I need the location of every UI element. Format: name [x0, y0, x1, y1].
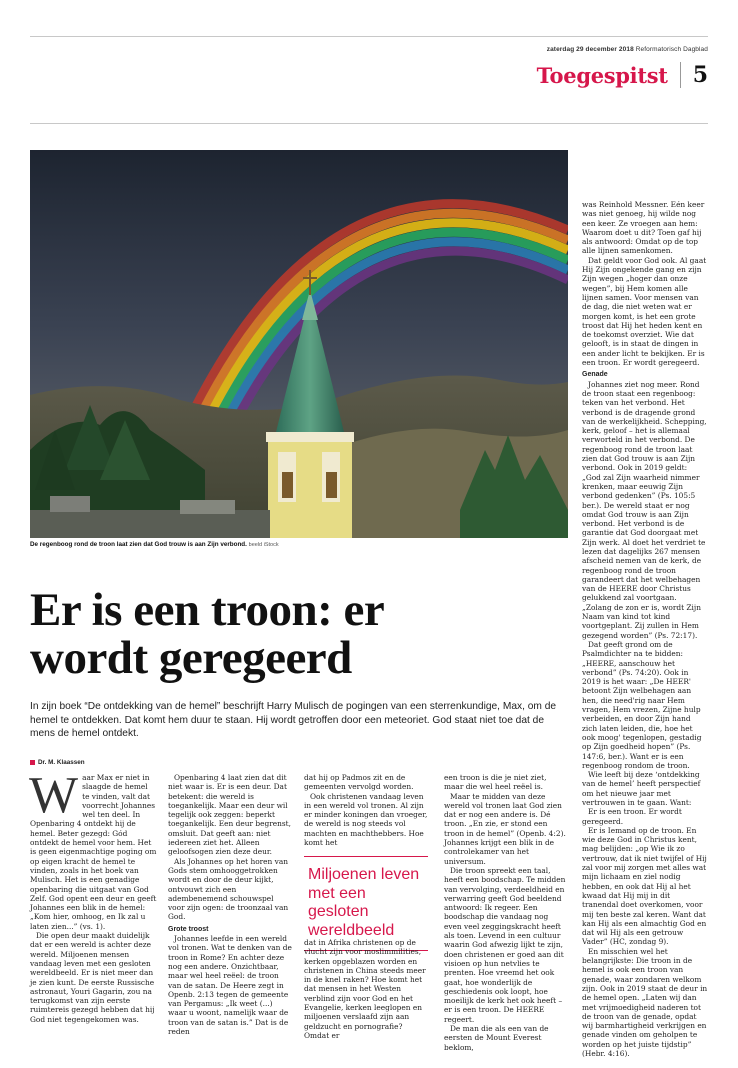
- column-4: [444, 773, 568, 1052]
- section-header: [537, 62, 708, 88]
- top-rule: [30, 36, 708, 37]
- dateline: [547, 46, 708, 53]
- headline: [30, 586, 570, 682]
- section-title: Toegespitst: [536, 62, 668, 88]
- photo-credit: beeld iStock: [248, 542, 279, 548]
- paragraph: En misschien wel het belangrijkste: Die troon in de hemel is ook een troon van genade, waar zondaren welkom zijn. Ook in 2019 staat de deur in de hemel open. „Laten wij dan met vrijmoedigheid naderen tot de troon van de genade, opdat wij barmhartigheid verkrijgen en genade vinden om geholpen te worden op het juiste tijdstip” (Hebr. 4:16).: [582, 946, 708, 1059]
- author-name: Dr. M. Klaassen: [38, 759, 85, 766]
- paragraph: dat hij op Padmos zit en de gemeenten vervolgd worden.: [304, 773, 414, 792]
- article-intro: In zijn boek “De ontdekking van de hemel” beschrijft Harry Mulisch de pogingen van een sterrenkundige, Max, om de hemel te ontdekken. Dat komt hem duur te staan. Hij wordt getroffen door een meteoriet. God staat niet toe dat de mens de hemel ontdekt.: [30, 701, 557, 740]
- pull-quote: [304, 856, 428, 951]
- paragraph: De man die als een van de eersten de Mount Everest beklom,: [444, 1024, 549, 1052]
- rainbow-church-photo: [30, 150, 568, 538]
- issue-date: zaterdag 29 december 2018: [546, 46, 634, 53]
- column-3-top: [304, 773, 428, 847]
- paragraph: was Reinhold Messner. Eén keer was niet genoeg, hij wilde nog een keer. Ze vroegen aan hem: Waarom doet u dit? Toen gaf hij als antwoord: Omdat op de top alle lijnen samenkomen.: [582, 200, 705, 256]
- column-3-bottom: [304, 938, 428, 1040]
- column-2: [168, 773, 292, 1036]
- publication-name: Reformatorisch Dagblad: [635, 46, 708, 53]
- pull-quote-text: Miljoenen leven met een gesloten wereldbeeld: [308, 866, 420, 939]
- headline-line-1: Er is een troon: er: [30, 584, 385, 636]
- paragraph: dat in Afrika christenen op de vlucht zijn voor moslimmilities, kerken opgeblazen worden en christenen in China steeds meer in de knel raken? Hoe komt het dat mensen in het Westen verblind zijn voor God en het Evangelie, kerken leeglopen en miljoenen verslaafd zijn aan geldzucht en pornografie? Omdat er: [304, 938, 426, 1040]
- photo-caption: [30, 541, 568, 548]
- paragraph: Er is een troon. Er wordt geregeerd.: [582, 807, 682, 826]
- paragraph: Johannes ziet nog meer. Rond de troon staat een regenboog: teken van het verbond. Het verbond is de dragende grond van de werkelijkheid. Schepping, kerk, geloof – het is allemaal verworteld in het verbond. De regenboog rond de troon laat zien dat God trouw is aan Zijn verbond. Ook in 2019 geldt: „God zal Zijn waarheid nimmer krenken, maar eeuwig Zijn verbond gedenken” (Ps. 105:5 ber.). De wereld staat er nog omdat God trouw is aan Zijn verbond. Het verbond is de garantie dat God doorgaat met Zijn werk. Al doet het verdriet te lezen dat dagelijks 267 mensen afscheid nemen van de kerk, de regenboog rond de troon garandeert dat het welbehagen van de HEERE door Christus gelukkend zal voortgaan. „Zolang de zon er is, wordt Zijn Naam van kind tot kind voortgeplant. Zij zullen in Hem gezegend worden” (Ps. 72:17).: [582, 379, 707, 640]
- column-1: [29, 767, 157, 1024]
- paragraph: Dat geldt voor God ook. Al gaat Hij Zijn ongekende gang en zijn Zijn wegen „hoger dan onze wegen”, bij Hem komen alle lijnen samen. Voor mensen van de dag, die niet weten wat er morgen komt, is het een grote troost dat Hij het heden kent en de toekomst overziet. Wie dat gelooft, is in staat de dingen in een ander licht te bekijken. Er is een troon. Er wordt geregeerd.: [582, 255, 707, 368]
- paragraph: Die troon spreekt een taal, heeft een boodschap. Te midden van vervolging, verdeeldheid en verwarring geeft God beeldend antwoord: Ik regeer. Een boodschap die vandaag nog even veel zeggingskracht heeft als toen. Levend in een cultuur waarin God afwezig lijkt te zijn, doen christenen er goed aan dit visioen op hun netvlies te prenten. Hoe vreemd het ook gaat, hoe wonderlijk de geschiedenis ook loopt, hoe moeilijk de kerk het ook heeft – er is een troon. De HEERE regeert.: [444, 865, 566, 1024]
- paragraph: Maar te midden van deze wereld vol tronen laat God zien dat er nog een andere is. Dé troon. „En zie, er stond een troon in de hemel” (Openb. 4:2). Johannes krijgt een blik in de controlekamer van het universum.: [444, 791, 566, 866]
- paragraph: een troon is die je niet ziet, maar die wel heel reëel is.: [444, 773, 547, 792]
- column-5: [582, 200, 708, 1058]
- paragraph: Er is Iemand op de troon. En wie deze God in Christus kent, mag belijden: „op Wie ik zo vertrouw, dat ik niet twijfel of Hij zal voor mij zorgen met alles wat mijn lichaam en ziel nodig hebben, en ook dat Hij al het kwaad dat Hij mij in dit tranendal doet overkomen, voor mij ten beste zal keren. Want dat kan Hij als een almachtig God en dat wil Hij als een getrouw Vader” (HC, zondag 9).: [582, 825, 707, 947]
- paragraph: Als Johannes op het horen van Gods stem omhooggetrokken wordt en door de deur kijkt, ontvouwt zich een adembenemend schouwspel voor zijn ogen: de troonzaal van God.: [168, 856, 289, 922]
- paragraph: Ook christenen vandaag leven in een wereld vol tronen. Al zijn er minder koningen dan vroeger, de wereld is nog steeds vol machten en machthebbers. Hoe komt het: [304, 791, 428, 848]
- paragraph: Johannes leefde in een wereld vol tronen. Wat te denken van de troon in Rome? En achter deze nog een andere. Onzichtbaar, maar wel heel reëel: de troon van de satan. De Heere zegt in Openb. 2:13 tegen de gemeente van Pergamus: „Ik weet (...) waar u woont, namelijk waar de troon van de satan is.” Dat is de reden: [168, 934, 292, 1037]
- headline-line-2: wordt geregeerd: [30, 632, 352, 684]
- subheading: Grote troost: [168, 925, 209, 933]
- paragraph: Die open deur maakt duidelijk dat er een wereld is achter deze wereld. Miljoenen mensen vandaag leven met een gesloten wereldbeeld. Er is niet meer dan je zien kunt. De eerste Russische astronaut, Youri Gagarin, zou na terugkomst van zijn eerste ruimtereis gezegd hebben dat hij God niet tegengekomen was.: [30, 931, 155, 1024]
- section-divider: [680, 62, 681, 88]
- paragraph: Openbaring 4 laat zien dat dit niet waar is. Er is een deur. Dat betekent: die wereld is toegankelijk. Maar een deur wil tegelijk ook zeggen: beperkt toegankelijk. Een deur begrenst, omsluit. Dat geeft aan: niet iedereen ziet het. Alleen geloofsogen zien deze deur.: [168, 773, 291, 857]
- page-number: 5: [692, 62, 708, 88]
- paragraph: aar Max er niet in slaagde de hemel te vinden, valt dat voorrecht Johannes wel ten deel. In Openbaring 4 ontdekt hij de hemel. Beter gezegd: Gód ontdekt de hemel voor hem. Het is geen eigenmachtige poging om op eigen kracht de hemel te vinden, zoals in het boek van Mulisch. Het is een genadige openbaring die uitgaat van God Zelf. God opent een deur en geeft Johannes een blik in de hemel: „Kom hier, omhoog, en Ik zal u laten zien...” (vs. 1).: [30, 773, 157, 931]
- caption-text: De regenboog rond de troon laat zien dat God trouw is aan Zijn verbond.: [30, 541, 247, 548]
- drop-cap: W: [29, 767, 79, 824]
- paragraph: Dat geeft grond om de Psalmdichter na te bidden: „HEERE, aanschouw het verbond” (Ps. 74:20). Ook in 2019 is het waar: „De HEER' betoont Zijn welbehagen aan hen, die need'rig naar Hem vragen, Hem vrezen, Zijne hulp verbeiden, en door Zijn hand zich laten leiden, die, hoe het ook moog' tegenlopen, gestadig op Zijn goedheid hopen” (Ps. 147:6, ber.). Want er is een regenboog rondom de troon.: [582, 639, 702, 770]
- header-rule: [30, 123, 708, 124]
- byline-square-icon: [30, 760, 35, 765]
- byline: [30, 759, 85, 766]
- paragraph: Wie leeft bij deze ‘ontdekking van de hemel’ heeft perspectief om het nieuwe jaar met vertrouwen in te gaan. Want:: [582, 770, 701, 807]
- subheading: Genade: [582, 371, 608, 379]
